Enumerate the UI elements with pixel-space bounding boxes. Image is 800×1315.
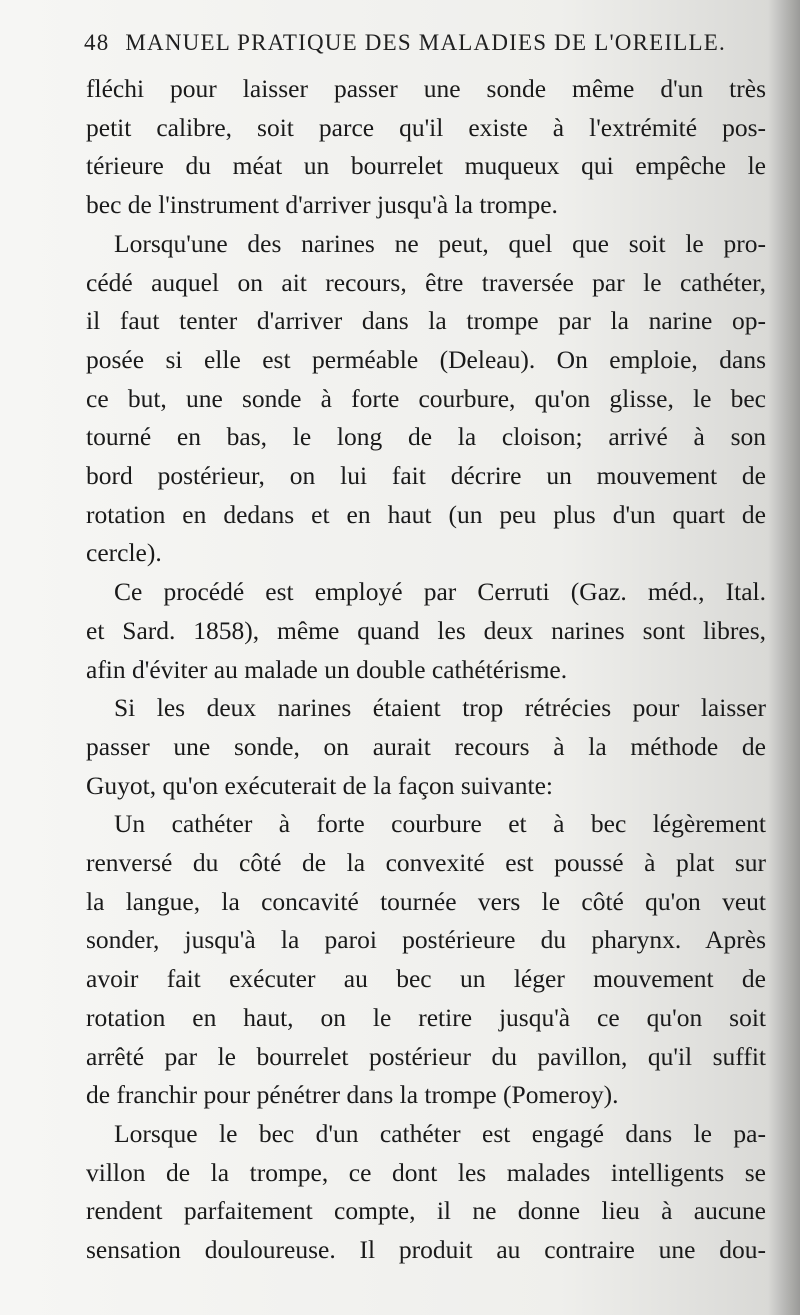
text-line: fléchi pour laisser passer une sonde même d'un très bbox=[86, 74, 766, 103]
text-line: Lorsque le bec d'un cathéter est engagé dans le pa- bbox=[114, 1118, 766, 1148]
page-number: 48 bbox=[84, 30, 110, 55]
text-line: rendent parfaitement compte, il ne donne lieu à aucune bbox=[86, 1196, 766, 1226]
text-line: posée si elle est perméable (Deleau). On emploie, dans bbox=[86, 344, 766, 374]
text-line: térieure du méat un bourrelet muqueux qui empêche le bbox=[86, 151, 766, 181]
text-line: bec de l'instrument d'arriver jusqu'à la trompe. bbox=[86, 190, 558, 220]
body-text bbox=[86, 70, 766, 1270]
text-line: Si les deux narines étaient trop rétrécies pour laisser bbox=[114, 693, 766, 723]
text-line: la langue, la concavité tournée vers le côté qu'on veut bbox=[86, 886, 766, 916]
text-line: ce but, une sonde à forte courbure, qu'on glisse, le bec bbox=[86, 383, 766, 413]
text-line: bord postérieur, on lui fait décrire un mouvement de bbox=[86, 461, 766, 491]
text-line: Un cathéter à forte courbure et à bec légèrement bbox=[114, 809, 766, 839]
running-header bbox=[84, 30, 764, 56]
text-line: sonder, jusqu'à la paroi postérieure du pharynx. Après bbox=[86, 925, 766, 955]
text-line: cercle). bbox=[86, 538, 162, 568]
text-line: afin d'éviter au malade un double cathétérisme. bbox=[86, 654, 568, 684]
text-line: et Sard. 1858), même quand les deux narines sont libres, bbox=[86, 615, 766, 645]
running-title: MANUEL PRATIQUE DES MALADIES DE L'OREILLE. bbox=[125, 30, 726, 55]
text-line: rotation en haut, on le retire jusqu'à ce qu'on soit bbox=[86, 1002, 766, 1032]
text-line: passer une sonde, on aurait recours à la méthode de bbox=[86, 731, 766, 761]
text-line: petit calibre, soit parce qu'il existe à l'extrémité pos- bbox=[86, 112, 766, 142]
text-line: avoir fait exécuter au bec un léger mouvement de bbox=[86, 964, 766, 994]
text-line: sensation douloureuse. Il produit au contraire une dou- bbox=[86, 1235, 766, 1265]
text-line: Lorsqu'une des narines ne peut, quel que soit le pro- bbox=[114, 228, 766, 258]
text-line: villon de la trompe, ce dont les malades intelligents se bbox=[86, 1157, 766, 1187]
text-line: cédé auquel on ait recours, être traversée par le cathéter, bbox=[86, 267, 766, 297]
text-line: de franchir pour pénétrer dans la trompe (Pomeroy). bbox=[86, 1080, 619, 1110]
text-line: Guyot, qu'on exécuterait de la façon suivante: bbox=[86, 770, 553, 800]
text-line: Ce procédé est employé par Cerruti (Gaz. méd., Ital. bbox=[114, 577, 766, 607]
text-line: rotation en dedans et en haut (un peu plus d'un quart de bbox=[86, 499, 766, 529]
text-line: tourné en bas, le long de la cloison; arrivé à son bbox=[86, 422, 766, 452]
text-line: il faut tenter d'arriver dans la trompe par la narine op- bbox=[86, 306, 766, 336]
text-line: arrêté par le bourrelet postérieur du pavillon, qu'il suffit bbox=[86, 1041, 766, 1071]
text-line: renversé du côté de la convexité est poussé à plat sur bbox=[86, 848, 766, 878]
